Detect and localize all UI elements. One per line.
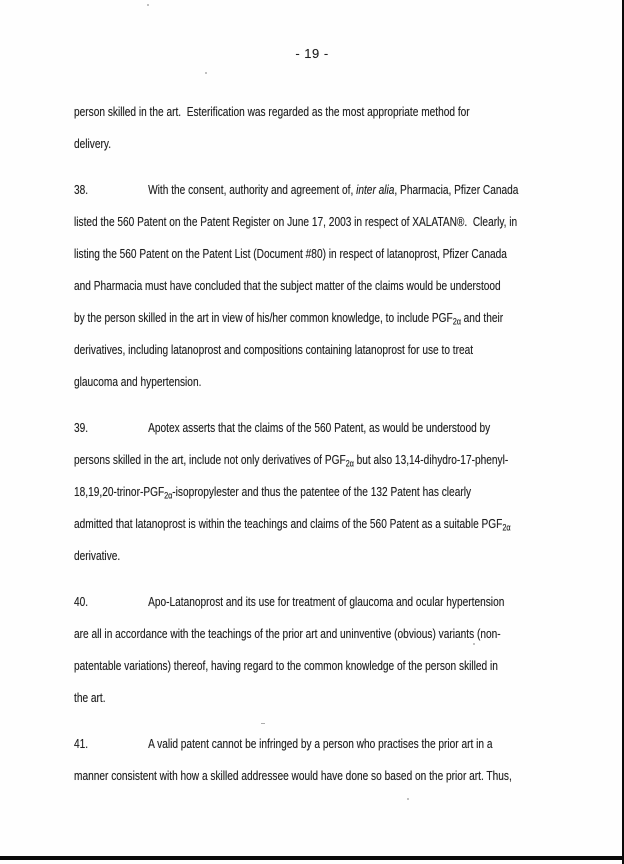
scan-speck bbox=[205, 72, 207, 74]
scan-speck bbox=[407, 798, 409, 800]
text-line: 40. Apo-Latanoprost and its use for treatment of glaucoma and ocular hypertension bbox=[74, 586, 448, 618]
text-line: delivery. bbox=[74, 136, 112, 151]
text-line: listed the 560 Patent on the Patent Register on June 17, 2003 in respect of XALATAN®. Clearly, in bbox=[74, 214, 518, 229]
text-line: glaucoma and hypertension. bbox=[74, 374, 202, 389]
document-body bbox=[74, 96, 554, 792]
text-line: derivatives, including latanoprost and compositions containing latanoprost for use to treat bbox=[74, 342, 474, 357]
paragraph-40 bbox=[74, 586, 554, 714]
paragraph-continuation bbox=[74, 96, 554, 160]
text-line: are all in accordance with the teachings of the prior art and uninventive (obvious) variants (non- bbox=[74, 626, 501, 641]
text-line: manner consistent with how a skilled addressee would have done so based on the prior art. Thus, bbox=[74, 768, 512, 783]
text-line: 38. With the consent, authority and agreement of, inter alia, Pharmacia, Pfizer Canada bbox=[74, 174, 448, 206]
text-line: listing the 560 Patent on the Patent List (Document #80) in respect of latanoprost, Pfizer Canada bbox=[74, 246, 507, 261]
text-line: by the person skilled in the art in view of his/her common knowledge, to include $PGF_{2\alpha}$ and their bbox=[74, 310, 504, 328]
paragraph-number: 38. bbox=[74, 182, 89, 197]
text-line: persons skilled in the art, include not only derivatives of $PGF_{2\alpha}$ but also 13,14-dihydro-17-phenyl- bbox=[74, 452, 509, 470]
page-number: - 19 - bbox=[295, 46, 329, 61]
paragraph-number: 40. bbox=[74, 594, 89, 609]
text-line: 41. A valid patent cannot be infringed by a person who practises the prior art in a bbox=[74, 728, 448, 760]
text-line: the art. bbox=[74, 690, 106, 705]
scan-speck bbox=[473, 643, 475, 645]
text-line: person skilled in the art. Esterification was regarded as the most appropriate method for bbox=[74, 104, 470, 119]
text-line: $18,19,20-trinor-PGF_{2\alpha}$-isopropylester and thus the patentee of the 132 Patent has clearly bbox=[74, 484, 472, 502]
paragraph-39 bbox=[74, 412, 554, 572]
text-line: patentable variations) thereof, having regard to the common knowledge of the person skilled in bbox=[74, 658, 498, 673]
text-line: derivative. bbox=[74, 548, 121, 563]
paragraph-41 bbox=[74, 728, 554, 792]
paragraph-38 bbox=[74, 174, 554, 398]
paragraph-number: 41. bbox=[74, 736, 89, 751]
scan-edge-bottom bbox=[0, 856, 624, 860]
scan-speck bbox=[147, 4, 149, 6]
text-line: admitted that latanoprost is within the teachings and claims of the 560 Patent as a suitable $PGF_{2\alpha}$ bbox=[74, 516, 511, 534]
text-line: and Pharmacia must have concluded that the subject matter of the claims would be understood bbox=[74, 278, 501, 293]
text-line: 39. Apotex asserts that the claims of the 560 Patent, as would be understood by bbox=[74, 412, 448, 444]
paragraph-number: 39. bbox=[74, 420, 89, 435]
scan-speck bbox=[261, 723, 265, 724]
